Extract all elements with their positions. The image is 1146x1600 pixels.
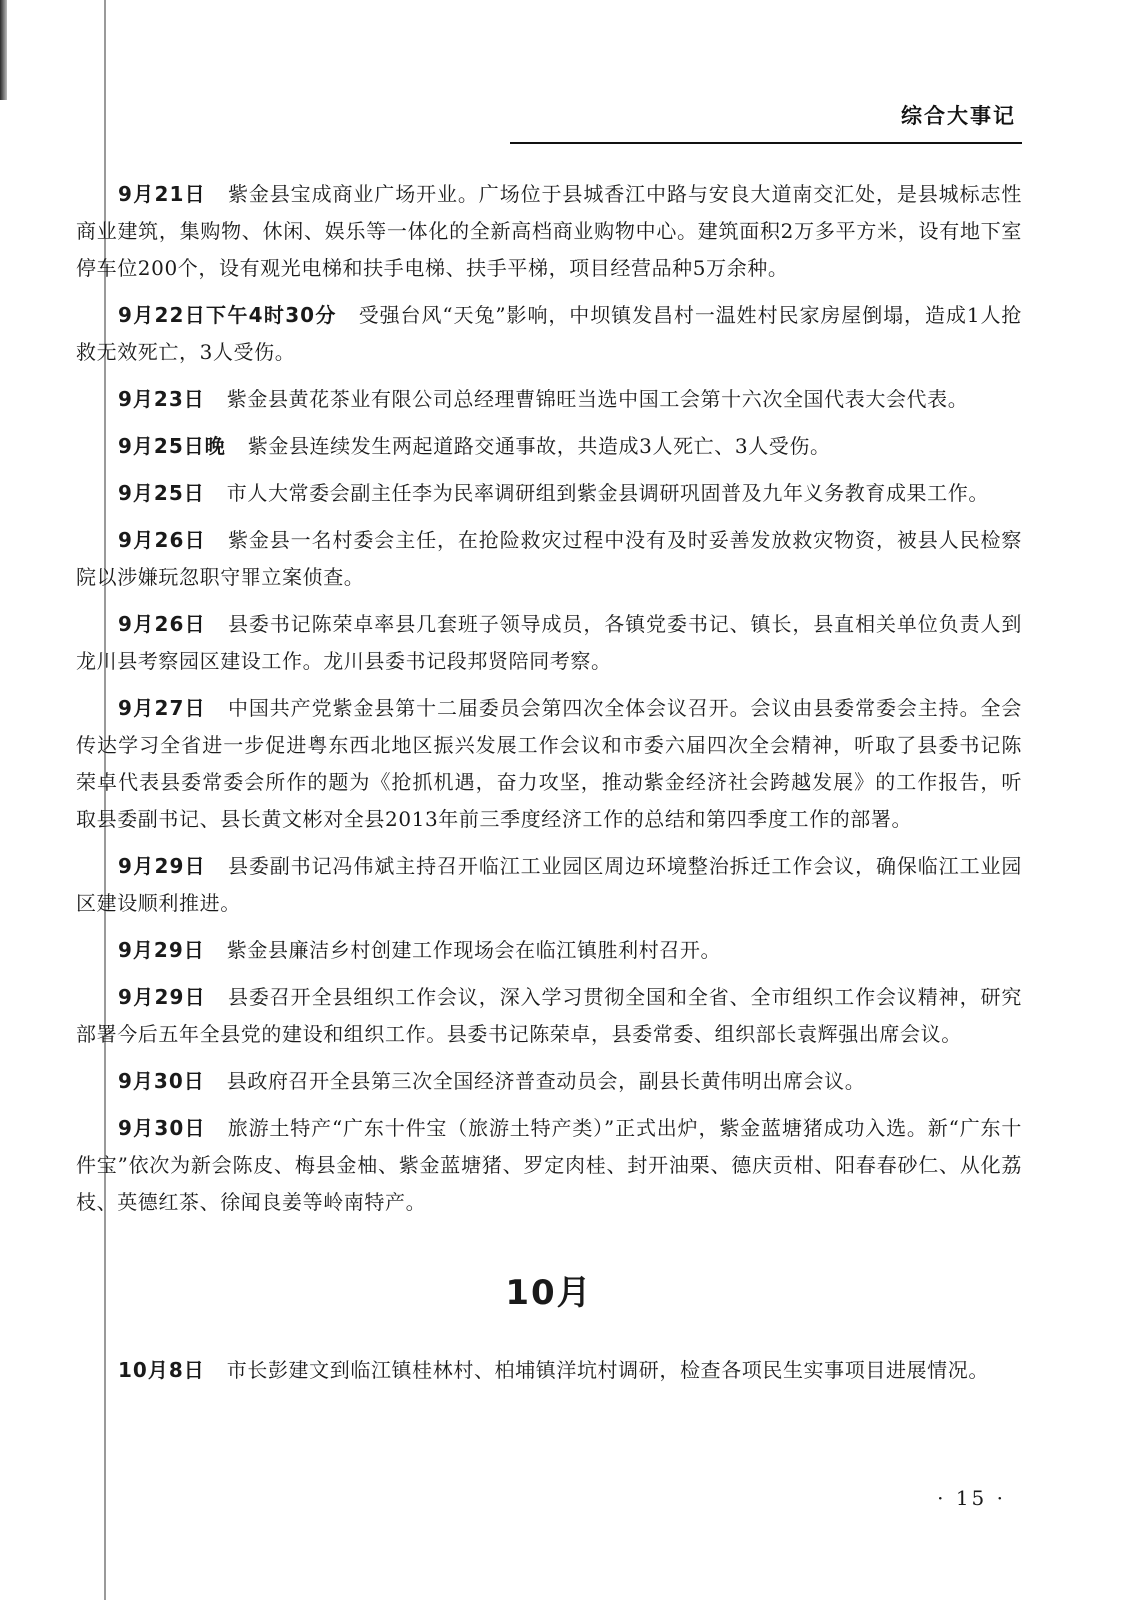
chronicle-entry	[76, 932, 1022, 969]
entry-date: 9月30日	[118, 1069, 205, 1093]
chronicle-entry	[76, 979, 1022, 1053]
chronicle-entry	[76, 606, 1022, 680]
entry-text: 受强台风“天兔”影响，中坝镇发昌村一温姓村民家房屋倒塌，造成1人抢救无效死亡，3人受伤。	[76, 303, 1022, 364]
entry-text: 县政府召开全县第三次全国经济普查动员会，副县长黄伟明出席会议。	[226, 1069, 866, 1093]
chronicle-entry	[76, 1110, 1022, 1221]
chronicle-entry	[76, 475, 1022, 512]
entry-date: 9月30日	[118, 1116, 206, 1140]
entry-text: 紫金县黄花茶业有限公司总经理曹锦旺当选中国工会第十六次全国代表大会代表。	[226, 387, 969, 411]
entry-text: 旅游土特产“广东十件宝（旅游土特产类）”正式出炉，紫金蓝塘猪成功入选。新“广东十件宝”依次为新会陈皮、梅县金柚、紫金蓝塘猪、罗定肉桂、封开油栗、德庆贡柑、阳春春砂仁、从化荔枝、英德红茶、徐闻良姜等岭南特产。	[76, 1116, 1022, 1214]
chronicle-entry	[76, 381, 1022, 418]
entry-date: 9月25日晚	[118, 434, 226, 458]
entry-text: 市长彭建文到临江镇桂林村、柏埔镇洋坑村调研，检查各项民生实事项目进展情况。	[226, 1358, 989, 1382]
entry-date: 9月26日	[118, 612, 206, 636]
entry-text: 县委副书记冯伟斌主持召开临江工业园区周边环境整治拆迁工作会议，确保临江工业园区建设顺利推进。	[76, 854, 1022, 915]
entry-date: 9月29日	[118, 854, 206, 878]
month-heading: 10月	[505, 1273, 593, 1313]
entry-date: 9月27日	[118, 696, 206, 720]
chronicle-entry	[76, 690, 1022, 838]
page-content	[76, 176, 1022, 1399]
entry-text: 紫金县连续发生两起道路交通事故，共造成3人死亡、3人受伤。	[247, 434, 831, 458]
page-number: · 15 ·	[937, 1486, 1006, 1510]
entry-date: 10月8日	[118, 1358, 205, 1382]
chronicle-entry	[76, 297, 1022, 371]
entry-text: 中国共产党紫金县第十二届委员会第四次全体会议召开。会议由县委常委会主持。全会传达学习全省进一步促进粤东西北地区振兴发展工作会议和市委六届四次全会精神，听取了县委书记陈荣卓代表县委常委会所作的题为《抢抓机遇，奋力攻坚，推动紫金经济社会跨越发展》的工作报告，听取县委副书记、县长黄文彬对全县2013年前三季度经济工作的总结和第四季度工作的部署。	[76, 696, 1022, 831]
entry-date: 9月21日	[118, 182, 206, 206]
header-rule	[510, 142, 1022, 144]
chronicle-entry	[76, 848, 1022, 922]
chronicle-entry	[76, 1352, 1022, 1389]
entry-text: 紫金县一名村委会主任，在抢险救灾过程中没有及时妥善发放救灾物资，被县人民检察院以涉嫌玩忽职守罪立案侦查。	[76, 528, 1022, 589]
chronicle-entry	[76, 428, 1022, 465]
entry-text: 紫金县廉洁乡村创建工作现场会在临江镇胜利村召开。	[226, 938, 722, 962]
entry-date: 9月29日	[118, 985, 206, 1009]
entry-text: 紫金县宝成商业广场开业。广场位于县城香江中路与安良大道南交汇处，是县城标志性商业建筑，集购物、休闲、娱乐等一体化的全新高档商业购物中心。建筑面积2万多平方米，设有地下室停车位200个，设有观光电梯和扶手电梯、扶手平梯，项目经营品种5万余种。	[76, 182, 1022, 280]
entry-date: 9月25日	[118, 481, 205, 505]
entry-text: 县委召开全县组织工作会议，深入学习贯彻全国和全省、全市组织工作会议精神，研究部署今后五年全县党的建设和组织工作。县委书记陈荣卓，县委常委、组织部长袁辉强出席会议。	[76, 985, 1022, 1046]
entry-text: 市人大常委会副主任李为民率调研组到紫金县调研巩固普及九年义务教育成果工作。	[226, 481, 989, 505]
entry-date: 9月23日	[118, 387, 205, 411]
chronicle-entry	[76, 522, 1022, 596]
entry-date: 9月29日	[118, 938, 205, 962]
entry-date: 9月22日下午4时30分	[118, 303, 337, 327]
chronicle-entry	[76, 1063, 1022, 1100]
page-edge-shadow	[0, 0, 7, 100]
chronicle-entry	[76, 176, 1022, 287]
running-header: 综合大事记	[901, 104, 1016, 128]
entry-text: 县委书记陈荣卓率县几套班子领导成员，各镇党委书记、镇长，县直相关单位负责人到龙川县考察园区建设工作。龙川县委书记段邦贤陪同考察。	[76, 612, 1022, 673]
entry-date: 9月26日	[118, 528, 206, 552]
